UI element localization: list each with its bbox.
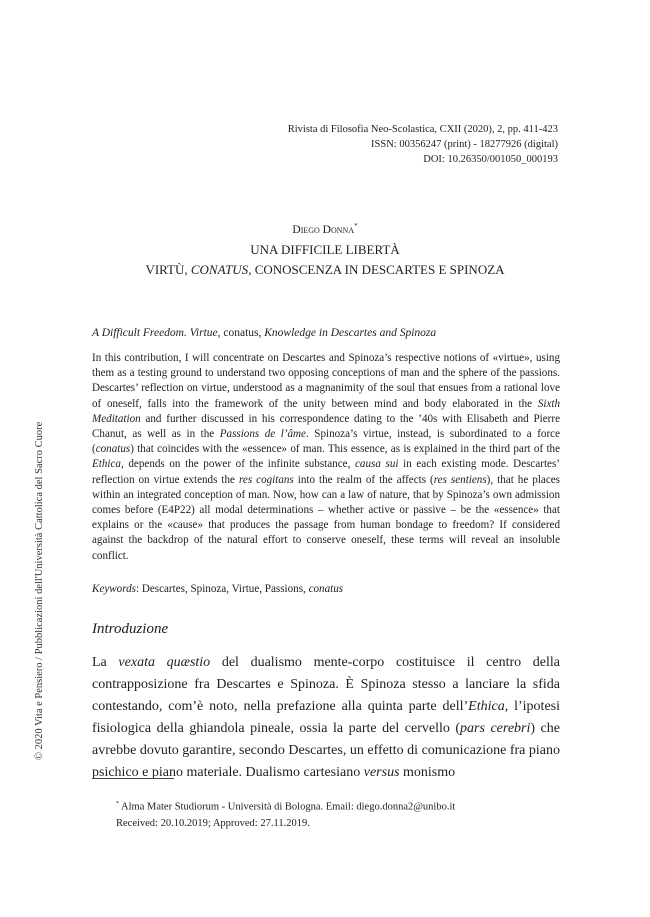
keywords-label: Keywords <box>92 583 136 595</box>
abstract-italic: res cogitans <box>238 473 294 486</box>
abstract-text: ) that coincides with the «essence» of man. This essence, as is explained in the third part of the <box>130 443 560 456</box>
author-name <box>0 222 650 236</box>
abstract-text: and further discussed in his correspondence dating to the ’40s with Elisabeth and Pierre Chanut, as well as in the <box>92 412 560 441</box>
author-footnote-mark: * <box>354 222 358 230</box>
body-italic: vexata quæstio <box>118 655 211 670</box>
journal-citation <box>288 122 558 167</box>
copyright-side-note: © 2020 Vita e Pensiero / Pubblicazioni dell'Università Cattolica del Sacro Cuore <box>34 421 45 760</box>
body-text: del dualismo mente-corpo costituisce il centro della contrapposizione fra Descartes e Spinoza. È Spinoza stesso a lanciare la sfida contestando, com’è noto, nella prefazione alla quinta parte dell’ <box>92 655 560 714</box>
english-title-roman-part: conatus <box>223 327 259 339</box>
body-text: ) che avrebbe dovuto garantire, secondo Descartes, un effetto di comunicazione fra piano psichico e piano materiale. Dualismo cartesiano <box>92 721 560 780</box>
abstract-italic: Ethica <box>92 458 121 471</box>
title-italic-part: CONATUS <box>190 262 249 277</box>
body-italic: Ethica <box>468 699 505 714</box>
abstract-italic: res sentiens <box>433 473 487 486</box>
abstract-text: in each existing mode. Descartes’ reflection on virtue extends the <box>92 458 560 486</box>
abstract-italic: causa sui <box>354 458 399 471</box>
abstract-italic: Sixth Meditation <box>92 397 560 425</box>
footnote-affiliation-text: Alma Mater Studiorum - Università di Bologna. Email: diego.donna2@unibo.it <box>119 801 456 813</box>
keywords <box>92 583 560 595</box>
title-line-1: UNA DIFFICILE LIBERTÀ <box>250 242 400 257</box>
body-paragraph <box>92 652 560 784</box>
footnote-dates: Received: 20.10.2019; Approved: 27.11.2019. <box>116 817 310 829</box>
english-title-part: A Difficult Freedom. Virtue, <box>92 327 224 339</box>
abstract-text: , depends on the power of the infinite substance, <box>120 458 355 471</box>
footnote-divider <box>92 778 174 779</box>
title-part: , CONOSCENZA IN DESCARTES E SPINOZA <box>248 262 505 277</box>
body-text: La <box>92 655 119 670</box>
title-line-2 <box>0 260 650 280</box>
footnote <box>116 796 556 832</box>
title-part: VIRTÙ, <box>145 262 191 277</box>
issn-line: ISSN: 00356247 (print) - 18277926 (digital) <box>371 139 558 150</box>
abstract-text: into the realm of the affects ( <box>293 473 434 486</box>
section-title: Introduzione <box>92 621 169 637</box>
english-title-part: , Knowledge in Descartes and Spinoza <box>258 327 437 339</box>
keywords-last: conatus <box>308 583 344 595</box>
body-text: , l’ipotesi fisiologica della ghiandola pineale, ossia la parte del cervello ( <box>92 699 560 736</box>
body-italic: versus <box>363 765 400 780</box>
footnote-mark: * <box>116 801 119 807</box>
abstract-text: ), that he places within an integrated conception of man. Now, how can a law of nature, that by Spinoza’s own admission comes before (E4P22) all modal determinations – whether active or passive – be the «essence» that explains or the «cause» that produces the passage from human bondage to freedom? If considered against the backdrop of the natural effort to conserve oneself, these terms will reveal an insoluble conflict. <box>92 473 561 562</box>
abstract-italic: conatus <box>95 443 131 456</box>
abstract-italic: Passions de l’âme <box>219 428 306 441</box>
keywords-list: : Descartes, Spinoza, Virtue, Passions, <box>135 583 309 595</box>
article-title <box>0 240 650 280</box>
body-italic: pars cerebri <box>460 721 531 736</box>
journal-line: Rivista di Filosofia Neo-Scolastica, CXII (2020), 2, pp. 411-423 <box>287 124 558 135</box>
english-title <box>92 327 550 339</box>
body-text: monismo <box>399 765 456 780</box>
doi-line: DOI: 10.26350/001050_000193 <box>423 154 558 165</box>
abstract <box>92 351 560 564</box>
author-name-text: Diego Donna <box>292 223 355 236</box>
footnote-affiliation <box>116 796 556 816</box>
abstract-text: In this contribution, I will concentrate on Descartes and Spinoza’s respective notions of «virtue», using them as a testing ground to understand two opposing conceptions of man and the sphere of the passions. Descartes’ reflection on virtue, understood as a magnanimity of the soul that ensues from a rational love of oneself, falls into the framework of the unity between mind and body elaborated in the <box>92 352 560 410</box>
abstract-text: . Spinoza’s virtue, instead, is subordinated to a force ( <box>92 428 560 456</box>
